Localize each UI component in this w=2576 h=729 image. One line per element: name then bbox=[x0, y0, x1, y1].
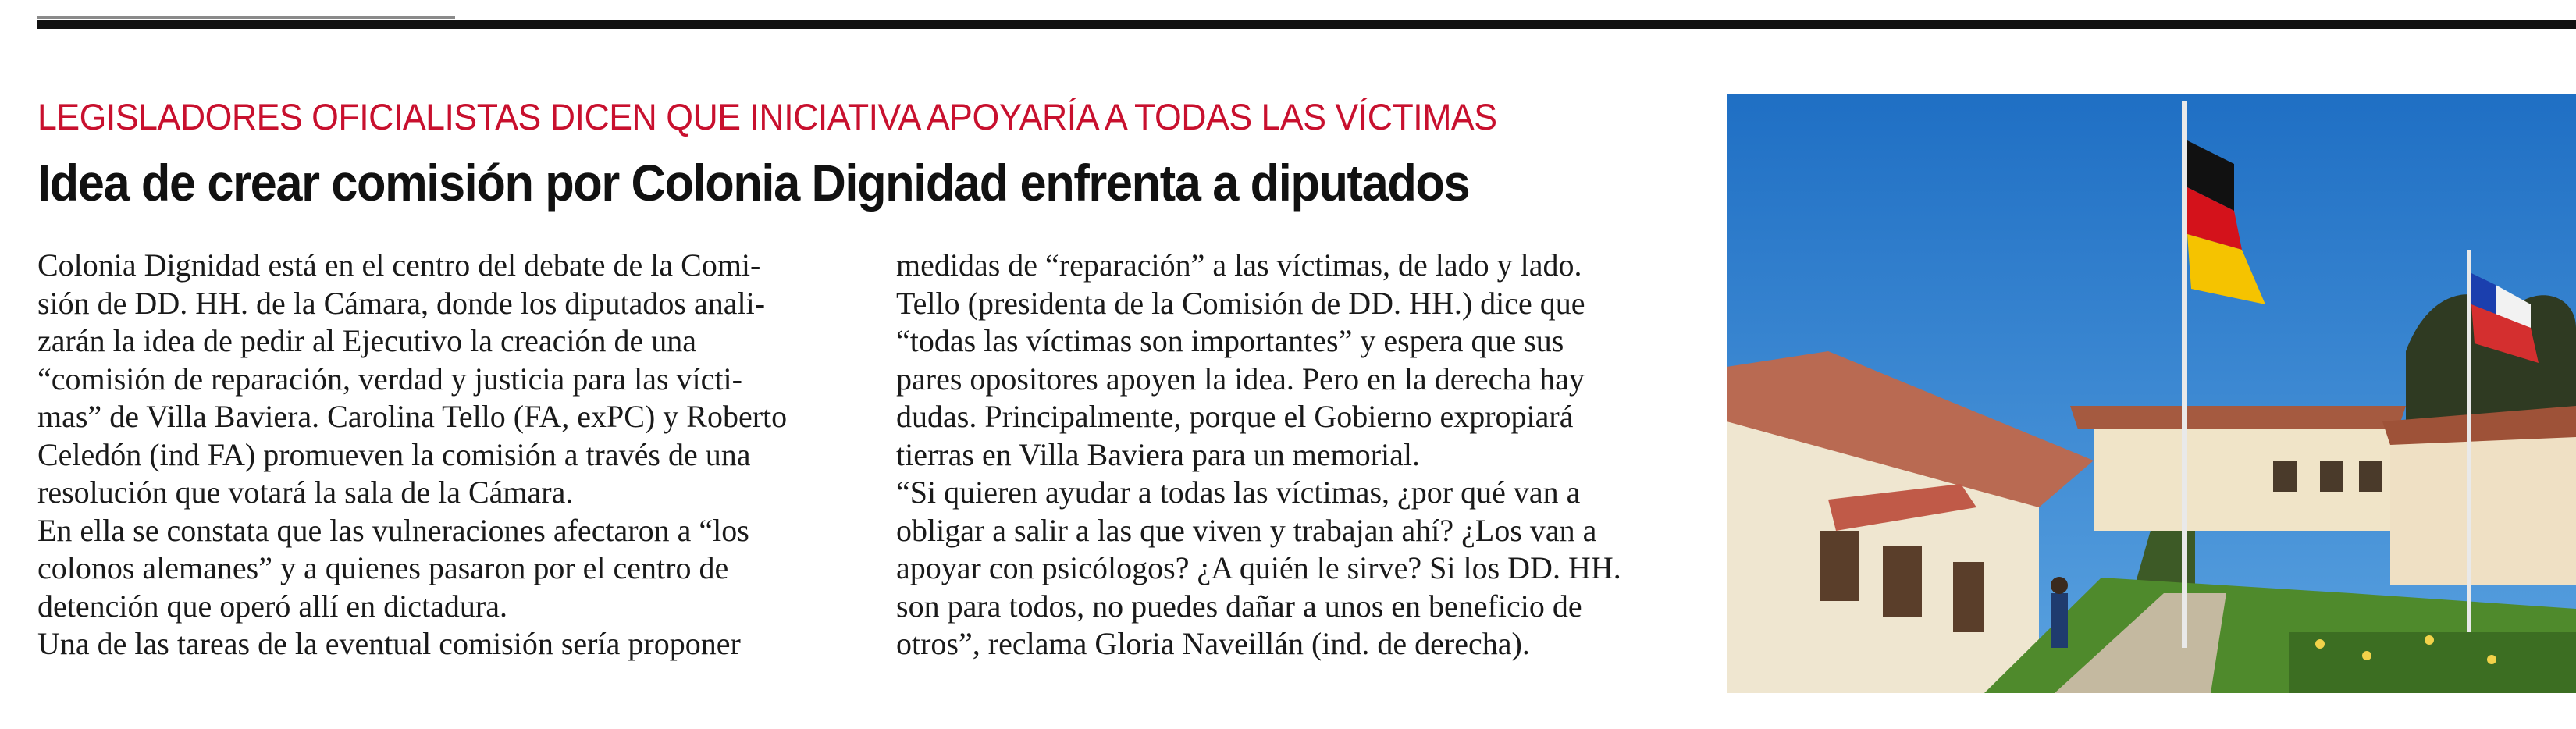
body-line: “comisión de reparación, verdad y justicia para las vícti- bbox=[37, 361, 742, 397]
body-line: Tello (presidenta de la Comisión de DD. HH.) dice que bbox=[896, 285, 1585, 321]
photo-window bbox=[1953, 562, 1984, 632]
photo-roof-back bbox=[2070, 406, 2406, 429]
photo-window bbox=[1883, 546, 1922, 617]
body-line: son para todos, no puedes dañar a unos en beneficio de bbox=[896, 588, 1582, 624]
body-line: detención que operó allí en dictadura. bbox=[37, 588, 507, 624]
body-line: sión de DD. HH. de la Cámara, donde los diputados anali- bbox=[37, 285, 766, 321]
article-headline: Idea de crear comisión por Colonia Dignidad enfrenta a diputados bbox=[37, 154, 1470, 212]
body-line: colonos alemanes” y a quienes pasaron por el centro de bbox=[37, 550, 729, 585]
body-line: Colonia Dignidad está en el centro del debate de la Comi- bbox=[37, 247, 761, 283]
photo-flagpole bbox=[2182, 101, 2187, 648]
body-line: otros”, reclama Gloria Naveillán (ind. de derecha). bbox=[896, 626, 1530, 661]
body-line: “todas las víctimas son importantes” y espera que sus bbox=[896, 323, 1564, 358]
photo-window bbox=[1820, 531, 1859, 601]
photo-flower bbox=[2315, 639, 2325, 649]
top-rule-thin bbox=[37, 16, 455, 19]
photo-flower bbox=[2362, 651, 2371, 660]
photo-person-head bbox=[2051, 577, 2068, 594]
top-rule bbox=[37, 20, 2576, 29]
body-line: Una de las tareas de la eventual comisión sería proponer bbox=[37, 626, 741, 661]
photo-window bbox=[2273, 461, 2297, 492]
photo-window bbox=[2320, 461, 2343, 492]
article-kicker: LEGISLADORES OFICIALISTAS DICEN QUE INICIATIVA APOYARÍA A TODAS LAS VÍCTIMAS bbox=[37, 96, 1497, 137]
body-line: pares opositores apoyen la idea. Pero en la derecha hay bbox=[896, 361, 1585, 397]
body-line: resolución que votará la sala de la Cámara. bbox=[37, 475, 574, 510]
body-line: Celedón (ind FA) promueven la comisión a través de una bbox=[37, 436, 751, 472]
body-line: “Si quieren ayudar a todas las víctimas, ¿por qué van a bbox=[896, 475, 1581, 510]
photo-person bbox=[2051, 593, 2068, 648]
photo-window bbox=[2359, 461, 2382, 492]
body-line: mas” de Villa Baviera. Carolina Tello (FA, exPC) y Roberto bbox=[37, 399, 788, 434]
article-body-column-1 bbox=[37, 247, 857, 663]
body-line: apoyar con psicólogos? ¿A quién le sirve? Si los DD. HH. bbox=[896, 550, 1621, 585]
body-line: dudas. Principalmente, porque el Gobierno expropiará bbox=[896, 399, 1574, 434]
photo-flower bbox=[2487, 655, 2496, 664]
body-line: obligar a salir a las que viven y trabajan ahí? ¿Los van a bbox=[896, 512, 1597, 548]
photo-building-right bbox=[2390, 429, 2576, 585]
body-line: medidas de “reparación” a las víctimas, de lado y lado. bbox=[896, 247, 1582, 283]
body-line: En ella se constata que las vulneraciones afectaron a “los bbox=[37, 512, 749, 548]
photo-flower bbox=[2425, 635, 2434, 645]
photo-building-back bbox=[2094, 421, 2390, 531]
article-photo bbox=[1727, 94, 2576, 693]
body-line: zarán la idea de pedir al Ejecutivo la creación de una bbox=[37, 323, 696, 358]
photo-flagpole bbox=[2467, 250, 2471, 632]
article-body-column-2 bbox=[896, 247, 1677, 663]
body-line: tierras en Villa Baviera para un memorial. bbox=[896, 436, 1421, 472]
